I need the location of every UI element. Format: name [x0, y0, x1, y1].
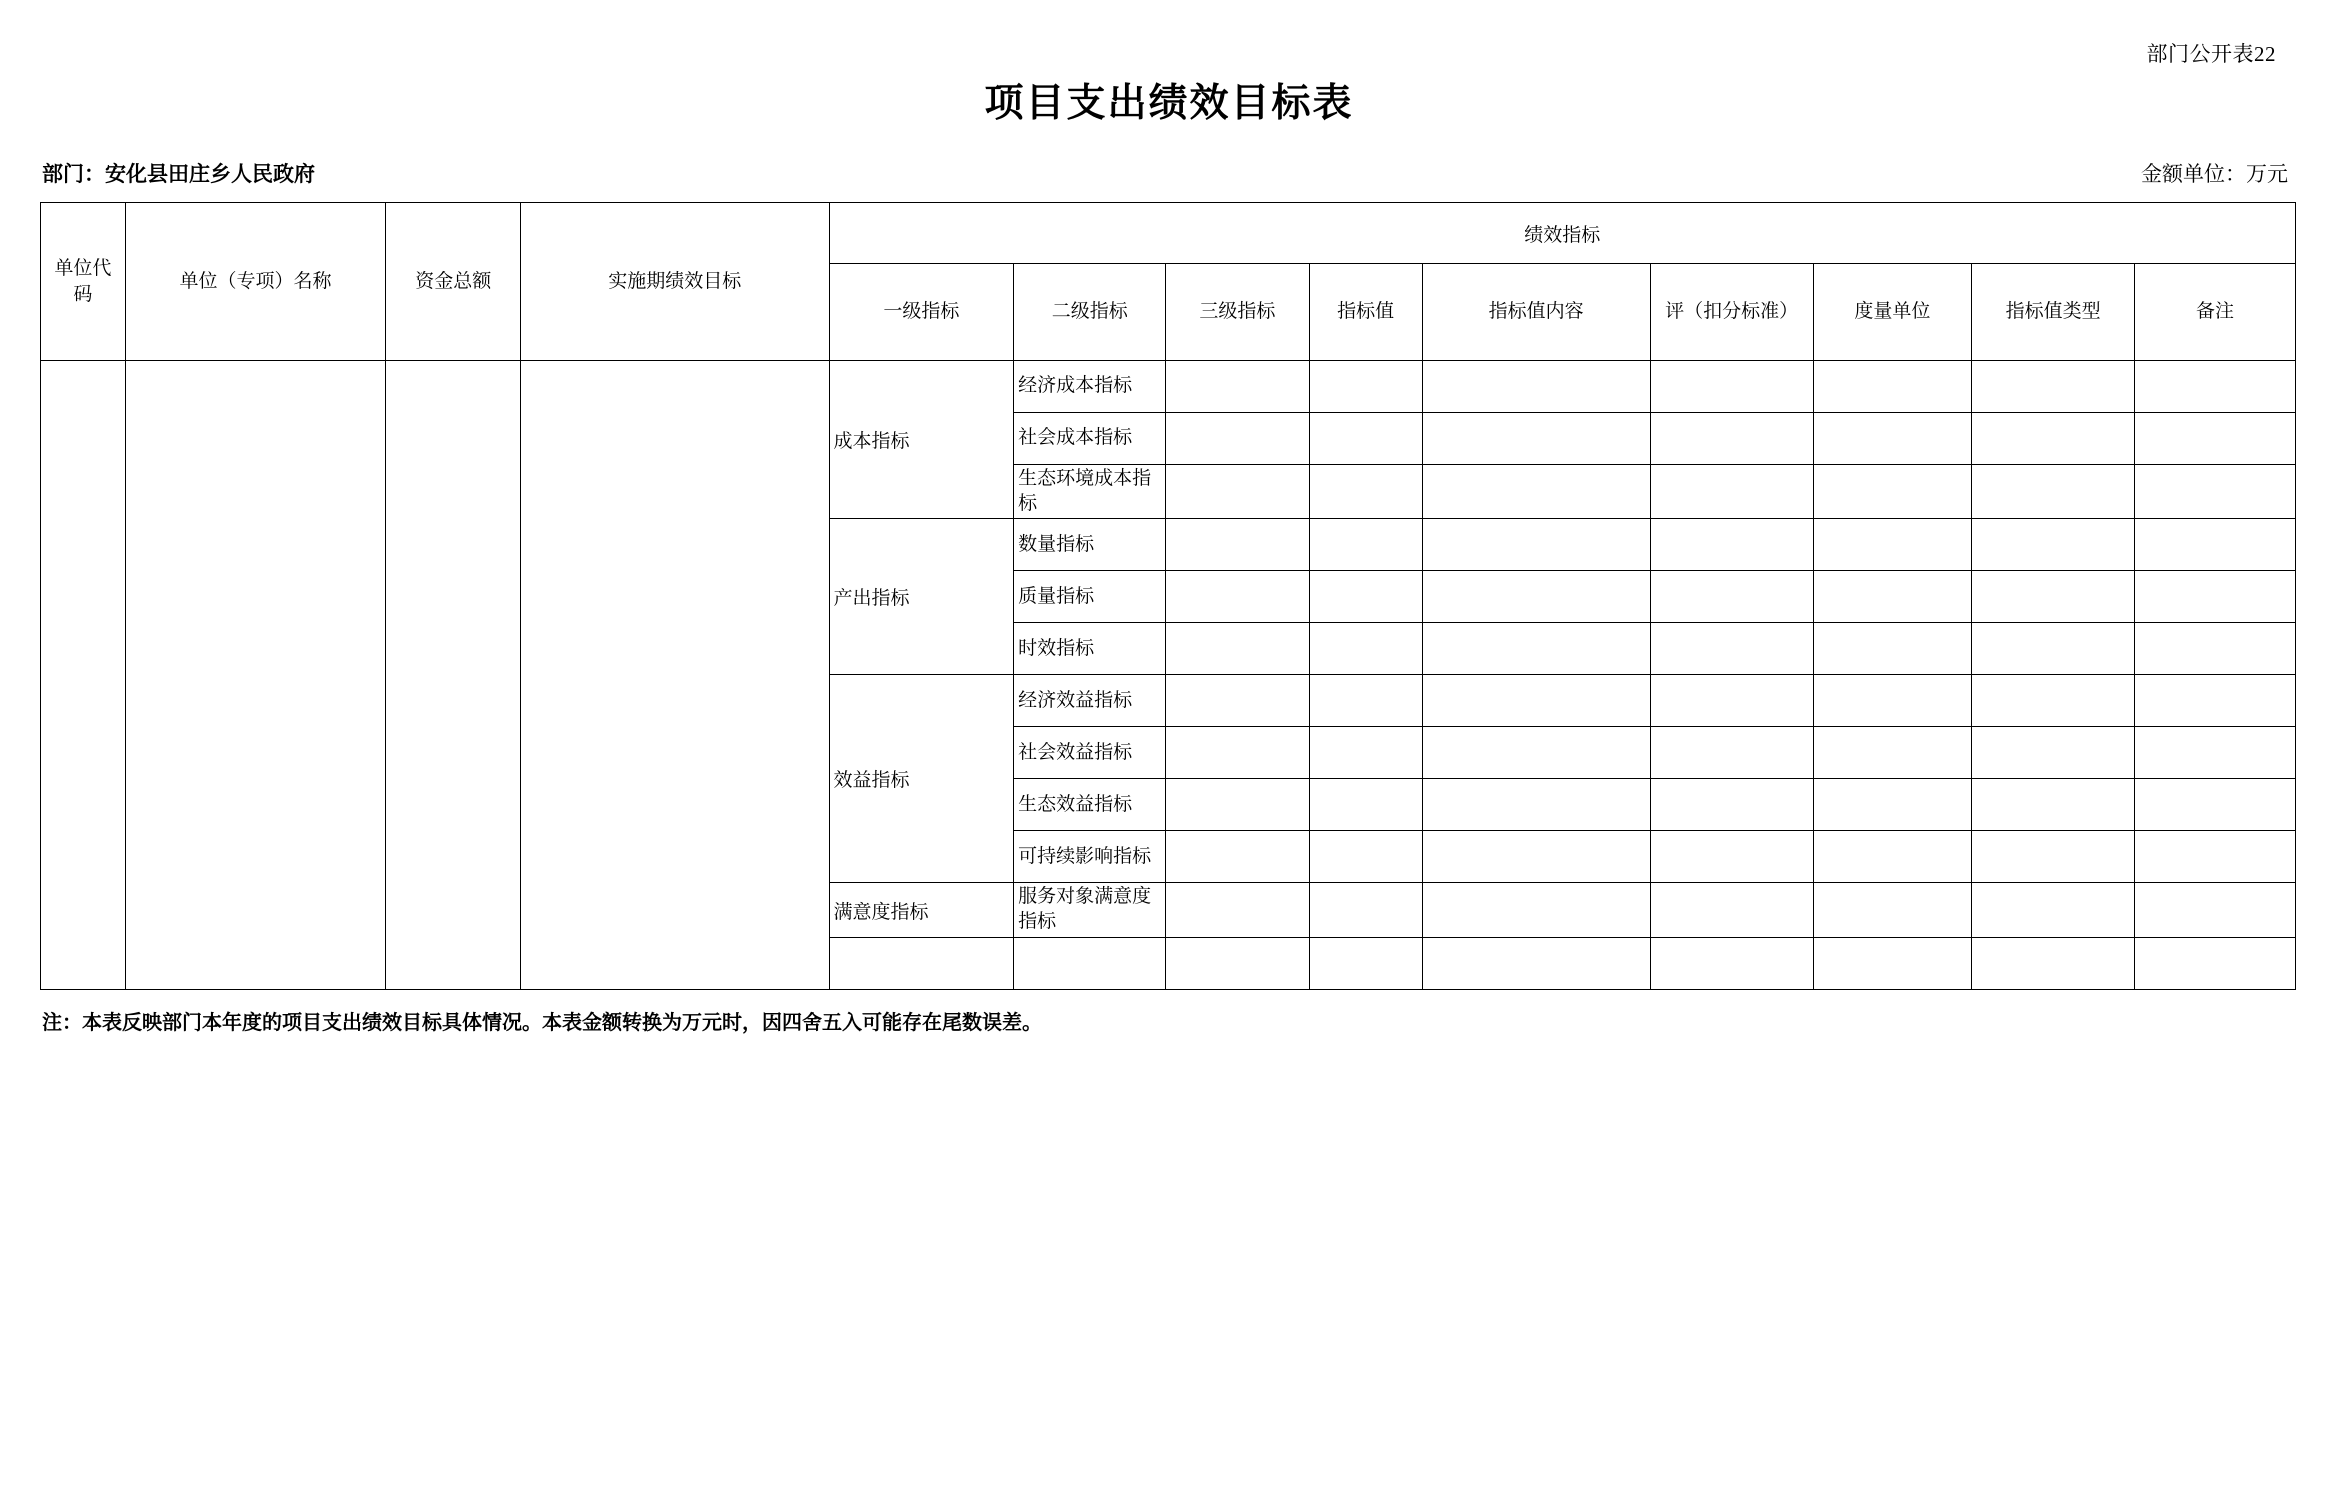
- cell-indicator-value: [1309, 519, 1422, 571]
- cell-indicator-value: [1309, 675, 1422, 727]
- cell-score-standard: [1650, 883, 1813, 937]
- cell-remark: [2135, 623, 2296, 675]
- cell-measure-unit: [1813, 831, 1972, 883]
- department-label: 部门：安化县田庄乡人民政府: [42, 162, 315, 186]
- header-total-amount: 资金总额: [386, 203, 521, 361]
- cell-measure-unit: [1813, 675, 1972, 727]
- cell-indicator-value-content: [1422, 571, 1650, 623]
- cell-indicator-value-content: [1422, 465, 1650, 519]
- cell-level3: [1166, 519, 1309, 571]
- cell-value-type: [1972, 727, 2135, 779]
- cell-value-type: [1972, 571, 2135, 623]
- cell-level3: [1166, 571, 1309, 623]
- cell-remark: [2135, 675, 2296, 727]
- cell-indicator-value: [1309, 937, 1422, 989]
- cell-level3: [1166, 361, 1309, 413]
- cell-level2: [1014, 937, 1166, 989]
- cell-indicator-value-content: [1422, 727, 1650, 779]
- cell-indicator-value: [1309, 361, 1422, 413]
- table-header-row-1: [41, 203, 2296, 264]
- cell-level3: [1166, 937, 1309, 989]
- cell-level3: [1166, 883, 1309, 937]
- meta-row: [40, 158, 2298, 188]
- cell-measure-unit: [1813, 361, 1972, 413]
- header-unit-name: 单位（专项）名称: [125, 203, 386, 361]
- header-remark: 备注: [2135, 264, 2296, 361]
- cell-level2: 可持续影响指标: [1014, 831, 1166, 883]
- cell-value-type: [1972, 361, 2135, 413]
- cell-level2: 社会成本指标: [1014, 413, 1166, 465]
- cell-remark: [2135, 779, 2296, 831]
- cell-level3: [1166, 675, 1309, 727]
- performance-goal-table: [40, 202, 2296, 990]
- cell-value-type: [1972, 937, 2135, 989]
- cell-level3: [1166, 727, 1309, 779]
- cell-level2: 数量指标: [1014, 519, 1166, 571]
- cell-score-standard: [1650, 779, 1813, 831]
- cell-indicator-value-content: [1422, 413, 1650, 465]
- cell-score-standard: [1650, 571, 1813, 623]
- cell-remark: [2135, 727, 2296, 779]
- cell-level2: 服务对象满意度指标: [1014, 883, 1166, 937]
- cell-measure-unit: [1813, 937, 1972, 989]
- cell-level3: [1166, 831, 1309, 883]
- cell-period-goal: [521, 361, 829, 990]
- cell-score-standard: [1650, 519, 1813, 571]
- cell-total-amount: [386, 361, 521, 990]
- page-title: 项目支出绩效目标表: [984, 82, 1354, 125]
- cell-value-type: [1972, 675, 2135, 727]
- cell-level2: 经济成本指标: [1014, 361, 1166, 413]
- cell-measure-unit: [1813, 727, 1972, 779]
- cell-remark: [2135, 937, 2296, 989]
- cell-indicator-value-content: [1422, 623, 1650, 675]
- cell-remark: [2135, 413, 2296, 465]
- cell-indicator-value: [1309, 831, 1422, 883]
- header-period-goal: 实施期绩效目标: [521, 203, 829, 361]
- cell-score-standard: [1650, 413, 1813, 465]
- cell-value-type: [1972, 623, 2135, 675]
- cell-indicator-value: [1309, 883, 1422, 937]
- cell-indicator-value: [1309, 727, 1422, 779]
- cell-level1: 成本指标: [829, 361, 1014, 519]
- cell-indicator-value: [1309, 465, 1422, 519]
- cell-measure-unit: [1813, 519, 1972, 571]
- header-unit-code: 单位代码: [41, 203, 126, 361]
- cell-level2: 社会效益指标: [1014, 727, 1166, 779]
- cell-indicator-value-content: [1422, 937, 1650, 989]
- cell-value-type: [1972, 413, 2135, 465]
- cell-value-type: [1972, 883, 2135, 937]
- cell-score-standard: [1650, 623, 1813, 675]
- cell-level2: 经济效益指标: [1014, 675, 1166, 727]
- cell-score-standard: [1650, 727, 1813, 779]
- cell-value-type: [1972, 831, 2135, 883]
- cell-level1: 满意度指标: [829, 883, 1014, 937]
- cell-score-standard: [1650, 675, 1813, 727]
- cell-level2: 时效指标: [1014, 623, 1166, 675]
- cell-level1: 产出指标: [829, 519, 1014, 675]
- cell-score-standard: [1650, 465, 1813, 519]
- cell-indicator-value: [1309, 779, 1422, 831]
- header-indicator-value-content: 指标值内容: [1422, 264, 1650, 361]
- cell-remark: [2135, 883, 2296, 937]
- cell-remark: [2135, 519, 2296, 571]
- header-measure-unit: 度量单位: [1813, 264, 1972, 361]
- cell-indicator-value-content: [1422, 883, 1650, 937]
- cell-measure-unit: [1813, 779, 1972, 831]
- cell-score-standard: [1650, 831, 1813, 883]
- header-level3: 三级指标: [1166, 264, 1309, 361]
- cell-level3: [1166, 623, 1309, 675]
- header-performance-group: 绩效指标: [829, 203, 2295, 264]
- cell-measure-unit: [1813, 413, 1972, 465]
- cell-value-type: [1972, 779, 2135, 831]
- cell-level3: [1166, 413, 1309, 465]
- cell-indicator-value-content: [1422, 361, 1650, 413]
- header-value-type: 指标值类型: [1972, 264, 2135, 361]
- cell-unit-code: [41, 361, 126, 990]
- cell-level1: 效益指标: [829, 675, 1014, 883]
- cell-level3: [1166, 465, 1309, 519]
- cell-indicator-value: [1309, 413, 1422, 465]
- cell-remark: [2135, 361, 2296, 413]
- cell-remark: [2135, 831, 2296, 883]
- cell-measure-unit: [1813, 465, 1972, 519]
- cell-unit-name: [125, 361, 386, 990]
- cell-level2: 质量指标: [1014, 571, 1166, 623]
- cell-indicator-value-content: [1422, 831, 1650, 883]
- cell-remark: [2135, 465, 2296, 519]
- cell-level2: 生态环境成本指标: [1014, 465, 1166, 519]
- cell-measure-unit: [1813, 623, 1972, 675]
- cell-value-type: [1972, 519, 2135, 571]
- cell-value-type: [1972, 465, 2135, 519]
- header-indicator-value: 指标值: [1309, 264, 1422, 361]
- cell-remark: [2135, 571, 2296, 623]
- cell-measure-unit: [1813, 571, 1972, 623]
- header-level2: 二级指标: [1014, 264, 1166, 361]
- cell-level3: [1166, 779, 1309, 831]
- table-row: [41, 361, 2296, 413]
- cell-indicator-value: [1309, 623, 1422, 675]
- corner-note: 部门公开表22: [2146, 42, 2276, 66]
- currency-unit-label: 金额单位：万元: [2141, 162, 2288, 186]
- cell-score-standard: [1650, 361, 1813, 413]
- cell-level2: 生态效益指标: [1014, 779, 1166, 831]
- cell-indicator-value-content: [1422, 779, 1650, 831]
- footnote: 注：本表反映部门本年度的项目支出绩效目标具体情况。本表金额转换为万元时，因四舍五入可能存在尾数误差。: [42, 1011, 1042, 1034]
- cell-indicator-value-content: [1422, 675, 1650, 727]
- cell-level1: [829, 937, 1014, 989]
- cell-measure-unit: [1813, 883, 1972, 937]
- cell-score-standard: [1650, 937, 1813, 989]
- cell-indicator-value-content: [1422, 519, 1650, 571]
- cell-indicator-value: [1309, 571, 1422, 623]
- header-score-standard: 评（扣分标准）: [1650, 264, 1813, 361]
- header-level1: 一级指标: [829, 264, 1014, 361]
